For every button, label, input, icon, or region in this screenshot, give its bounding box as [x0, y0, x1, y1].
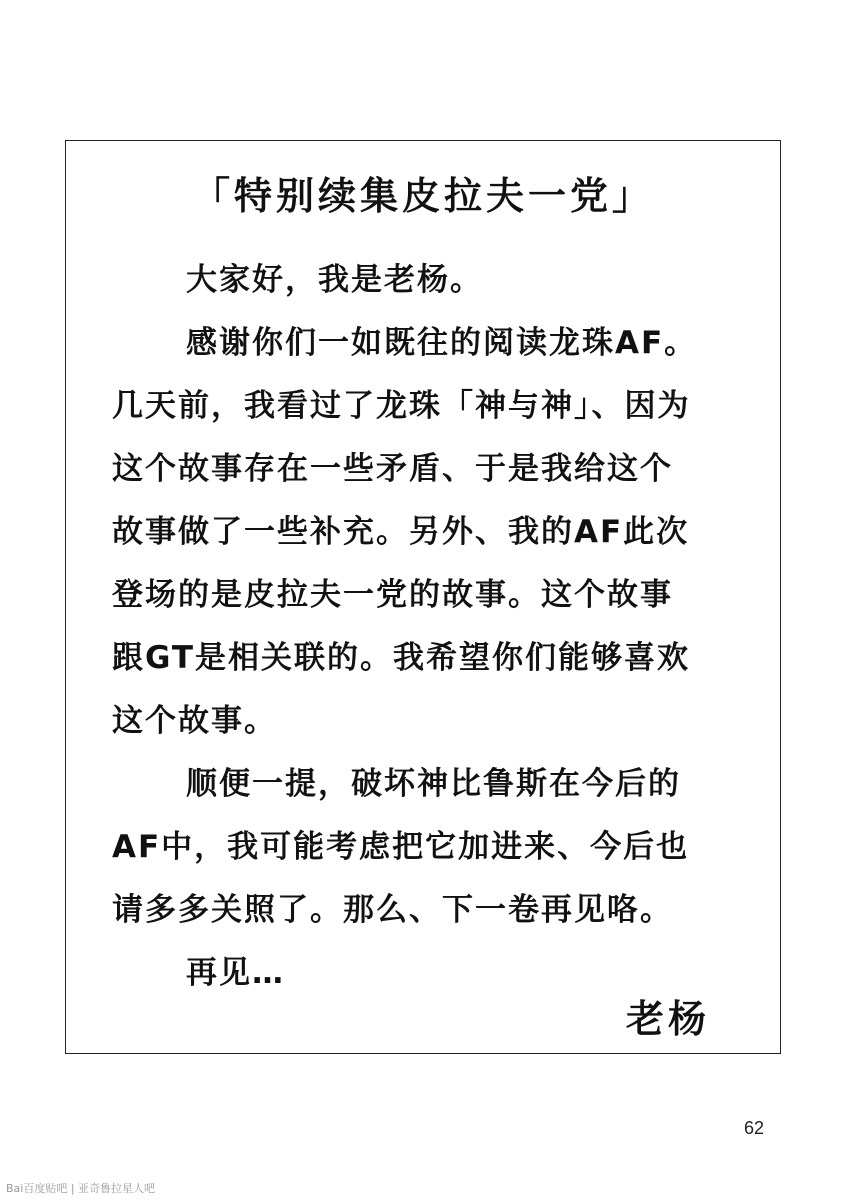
body-line: 跟GT是相关联的。我希望你们能够喜欢 — [112, 640, 691, 676]
body-line: 顺便一提，破坏神比鲁斯在今后的 — [186, 766, 681, 802]
letter-body — [112, 249, 752, 1005]
body-line: 这个故事存在一些矛盾、于是我给这个 — [112, 451, 673, 487]
body-line: 这个故事。 — [112, 703, 277, 739]
body-line: 登场的是皮拉夫一党的故事。这个故事 — [112, 577, 673, 613]
body-line: 故事做了一些补充。另外、我的AF此次 — [112, 514, 690, 550]
signature: 老杨 — [625, 997, 710, 1041]
body-line: 请多多关照了。那么、下一卷再见咯。 — [112, 892, 673, 928]
body-line: 几天前，我看过了龙珠「神与神」、因为 — [112, 388, 691, 424]
body-line: 感谢你们一如既往的阅读龙珠AF。 — [186, 325, 698, 361]
body-line: 大家好，我是老杨。 — [186, 262, 483, 298]
letter-frame — [65, 140, 781, 1054]
watermark: Bai百度贴吧 | 亚奇鲁拉星人吧 — [6, 1182, 156, 1195]
page-number: 62 — [743, 1118, 764, 1138]
letter-title: 「特别续集皮拉夫一党」 — [191, 174, 654, 218]
body-line: AF中，我可能考虑把它加进来、今后也 — [112, 829, 690, 865]
body-line: 再见… — [186, 955, 285, 991]
